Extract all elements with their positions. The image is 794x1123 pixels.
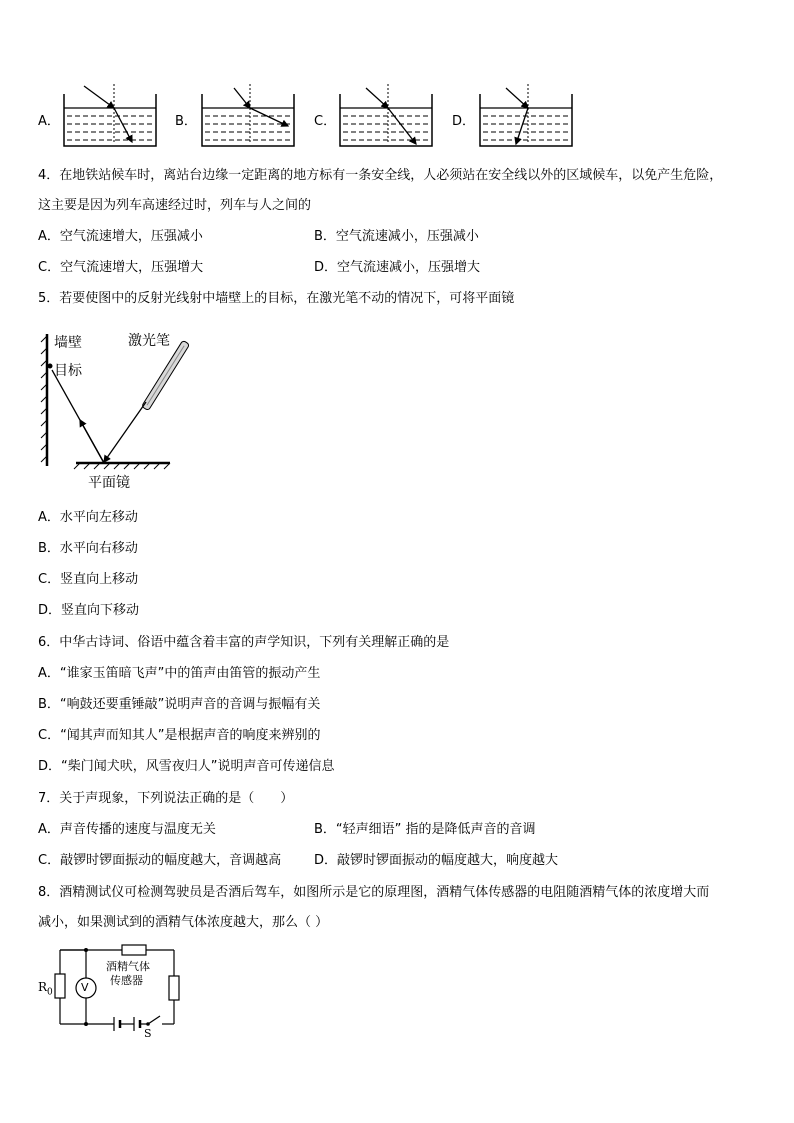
q6-option-b[interactable]: B．“响鼓还要重锤敲”说明声音的音调与振幅有关: [38, 697, 321, 712]
q4-option-b[interactable]: B．空气流速减小，压强减小: [314, 229, 479, 244]
q3-figure-d: [476, 80, 576, 150]
q4-stem-line2: 这主要是因为列车高速经过时，列车与人之间的: [38, 198, 312, 213]
q6-option-d[interactable]: D．“柴门闻犬吠，风雪夜归人”说明声音可传递信息: [38, 759, 335, 774]
q8-label-sensor-2: 传感器: [110, 974, 143, 987]
q3-option-a-label[interactable]: A．: [38, 114, 60, 129]
q5-option-d[interactable]: D．竖直向下移动: [38, 603, 140, 618]
q3-figure-a: [60, 80, 160, 150]
q7-stem: 7．关于声现象，下列说法正确的是（ ）: [38, 791, 294, 806]
q8-label-r0: $R_0$: [38, 980, 53, 998]
q5-stem: 5．若要使图中的反射光线射中墙壁上的目标，在激光笔不动的情况下，可将平面镜: [38, 291, 515, 306]
q8-circuit: [36, 940, 196, 1040]
q3-option-b-label[interactable]: B．: [175, 114, 197, 129]
q4-option-a[interactable]: A．空气流速增大，压强减小: [38, 229, 203, 244]
q5-label-laser: 激光笔: [128, 333, 170, 349]
q7-option-c[interactable]: C．敲锣时锣面振动的幅度越大，音调越高: [38, 853, 282, 868]
q5-label-target: 目标: [54, 363, 82, 379]
q8-label-voltmeter: V: [81, 981, 89, 994]
q8-label-switch: S: [144, 1027, 152, 1040]
q6-option-c[interactable]: C．“闻其声而知其人”是根据声音的响度来辨别的: [38, 728, 321, 743]
q5-label-mirror: 平面镜: [88, 475, 130, 491]
q3-figure-c: [336, 80, 436, 150]
q8-circuit-drawing: [36, 940, 196, 1040]
q8-label-sensor-1: 酒精气体: [106, 960, 150, 973]
q6-option-a[interactable]: A．“谁家玉笛暗飞声”中的笛声由笛管的振动产生: [38, 666, 321, 681]
q3-option-c-label[interactable]: C．: [314, 114, 337, 129]
q5-option-b[interactable]: B．水平向右移动: [38, 541, 138, 556]
q3-figure-b: [198, 80, 298, 150]
q3-option-d-label[interactable]: D．: [452, 114, 476, 129]
q5-label-wall: 墙壁: [54, 335, 82, 351]
q7-option-a[interactable]: A．声音传播的速度与温度无关: [38, 822, 216, 837]
q5-figure: [38, 326, 198, 496]
q4-option-c[interactable]: C．空气流速增大，压强增大: [38, 260, 204, 275]
q5-option-a[interactable]: A．水平向左移动: [38, 510, 138, 525]
q5-option-c[interactable]: C．竖直向上移动: [38, 572, 139, 587]
q6-stem: 6．中华古诗词、俗语中蕴含着丰富的声学知识，下列有关理解正确的是: [38, 635, 450, 650]
q8-stem-line1: 8．酒精测试仪可检测驾驶员是否酒后驾车，如图所示是它的原理图，酒精气体传感器的电阻随酒精气体的浓度增大而: [38, 885, 710, 900]
q4-stem-line1: 4．在地铁站候车时，离站台边缘一定距离的地方标有一条安全线，人必须站在安全线以外的区域候车，以免产生危险，: [38, 168, 723, 183]
q4-option-d[interactable]: D．空气流速减小，压强增大: [314, 260, 481, 275]
q7-option-b[interactable]: B．“轻声细语” 指的是降低声音的音调: [314, 822, 536, 837]
q7-option-d[interactable]: D．敲锣时锣面振动的幅度越大，响度越大: [314, 853, 559, 868]
q8-stem-line2: 减小，如果测试到的酒精气体浓度越大，那么（ ）: [38, 915, 329, 930]
